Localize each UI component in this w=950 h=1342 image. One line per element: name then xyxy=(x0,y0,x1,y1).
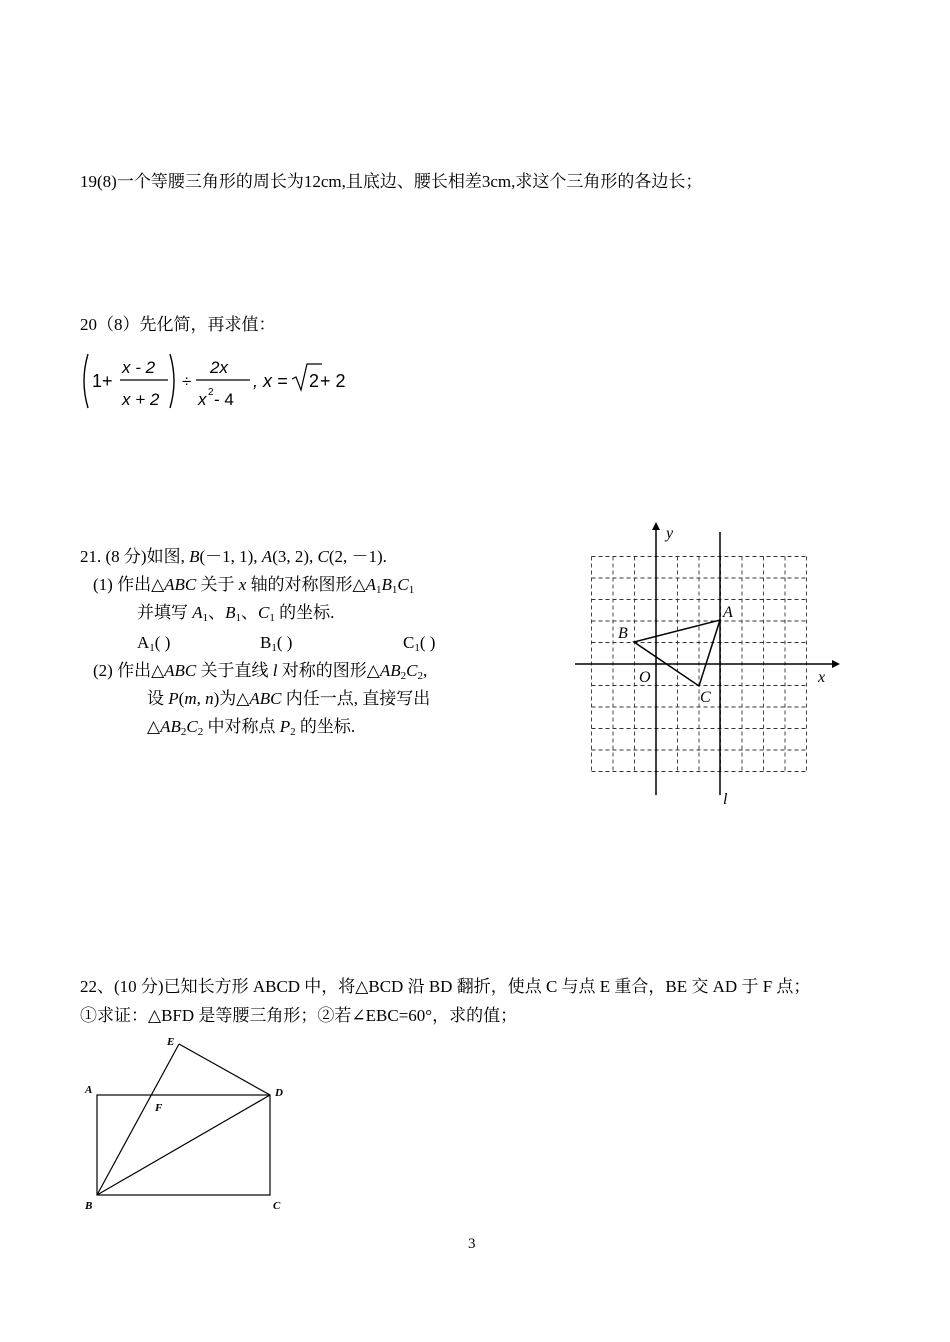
text: △ xyxy=(147,717,161,736)
label-x: x xyxy=(818,669,826,686)
fig-label-C: C xyxy=(273,1200,281,1212)
label-y: y xyxy=(666,525,674,542)
q21-coordinate-figure xyxy=(570,520,840,810)
q22-rectangle-figure xyxy=(80,1032,300,1217)
subscript: 1 xyxy=(376,584,382,596)
subscript: 2 xyxy=(290,726,296,738)
q21-part1-line2 xyxy=(137,601,334,630)
text: 轴的对称图形△ xyxy=(246,575,366,594)
frac2-den-base: x xyxy=(198,390,207,409)
frac1-numerator: x - 2 xyxy=(122,358,156,377)
one-plus: 1+ xyxy=(92,371,113,391)
subscript: 2 xyxy=(197,726,204,738)
question-20-expression xyxy=(80,350,380,412)
text: ) xyxy=(213,689,220,708)
point-C-label: C xyxy=(317,547,329,566)
answer-blank: ( ) xyxy=(154,633,171,652)
subscript: 2 xyxy=(180,726,187,738)
q21-part2-line3 xyxy=(147,715,355,744)
text: AB xyxy=(160,717,181,736)
y-axis-arrow xyxy=(652,522,660,530)
text: 关于 xyxy=(196,575,239,594)
point-A-coord: (3, 2), xyxy=(272,547,318,566)
q21-prefix: 21. (8 分)如图, xyxy=(80,547,190,566)
subscript: 2 xyxy=(400,670,407,682)
text: x xyxy=(238,575,247,594)
point-B-coord: (－1, 1), xyxy=(199,547,262,566)
q21-part1-line1 xyxy=(93,573,414,602)
text: C xyxy=(258,603,270,622)
answer-blank: ( ) xyxy=(276,633,293,652)
text: C xyxy=(397,575,409,594)
fig-label-A: A xyxy=(85,1084,93,1096)
text: A xyxy=(137,633,150,652)
text: ABC xyxy=(164,661,197,680)
division-sign: ÷ xyxy=(182,372,192,391)
text: ( xyxy=(178,689,185,708)
point-A-label: A xyxy=(261,547,273,566)
text: 的坐标. xyxy=(274,603,335,622)
question-19: 19(8)一个等腰三角形的周长为12cm,且底边、腰长相差3cm,求这个三角形的各边长； xyxy=(80,172,703,191)
text: AB xyxy=(379,661,401,680)
text: (2) 作出△ xyxy=(93,661,165,680)
x-axis-arrow xyxy=(832,660,840,668)
text: C xyxy=(406,661,418,680)
text: C xyxy=(403,633,415,652)
subscript: 1 xyxy=(271,642,277,654)
text: m xyxy=(184,689,197,708)
subscript: 1 xyxy=(235,612,242,624)
fig-label-B: B xyxy=(85,1200,93,1212)
q21-part2-line1 xyxy=(93,659,427,688)
text: C xyxy=(186,717,198,736)
text: (1) 作出△ xyxy=(93,575,165,594)
text: ABC xyxy=(249,689,282,708)
segment-BE xyxy=(97,1044,179,1195)
subscript: 1 xyxy=(269,612,275,624)
question-22-line2: ①求证：△BFD 是等腰三角形；②若∠EBC=60°，求的值； xyxy=(80,1006,518,1025)
subscript: 1 xyxy=(202,612,209,624)
point-B-label: B xyxy=(189,547,200,566)
subscript: 2 xyxy=(417,670,423,682)
text: B xyxy=(225,603,236,622)
label-O: O xyxy=(639,669,651,686)
answer-A1 xyxy=(137,631,170,660)
question-20-heading: 20（8）先化简，再求值： xyxy=(80,315,276,334)
text: l xyxy=(272,661,278,680)
text: A xyxy=(365,575,377,594)
text: 对称的图形△ xyxy=(277,661,380,680)
page-number: 3 xyxy=(468,1236,476,1252)
answer-B1 xyxy=(260,631,292,660)
subscript: 1 xyxy=(408,584,415,596)
text: 并填写 xyxy=(137,603,193,622)
subscript: 1 xyxy=(414,642,420,654)
question-21-heading xyxy=(80,545,387,569)
q21-part2-line2 xyxy=(147,687,430,711)
fig-label-F: F xyxy=(155,1102,163,1114)
subscript: 1 xyxy=(149,642,155,654)
point-C-coord: (2, －1). xyxy=(328,547,387,566)
text: 内任一点, 直接写出 xyxy=(281,689,431,708)
text: 中对称点 xyxy=(203,717,280,736)
answer-blank: ( ) xyxy=(419,633,436,652)
label-A: A xyxy=(723,604,733,621)
text: 、 xyxy=(208,603,226,622)
answer-C1 xyxy=(403,631,435,660)
text: 、 xyxy=(241,603,259,622)
text: , xyxy=(422,661,428,680)
text: P xyxy=(279,717,291,736)
text: B xyxy=(260,633,272,652)
label-B: B xyxy=(618,625,628,642)
frac2-den-rest: - 4 xyxy=(214,390,234,409)
segment-ED xyxy=(179,1044,270,1095)
x-equals: , x = xyxy=(253,371,288,391)
text: 的坐标. xyxy=(295,717,356,736)
plus-two: + 2 xyxy=(320,371,346,391)
frac2-numerator: 2x xyxy=(210,358,228,377)
sqrt-argument: 2 xyxy=(309,371,320,391)
text: 关于直线 xyxy=(196,661,273,680)
text: B xyxy=(381,575,392,594)
text: 设 xyxy=(147,689,169,708)
diagonal-BD xyxy=(97,1095,270,1195)
fig-label-E: E xyxy=(167,1036,175,1048)
fig-label-D: D xyxy=(275,1087,283,1099)
text: n xyxy=(205,689,214,708)
subscript: 1 xyxy=(391,584,398,596)
question-22-line1: 22、(10 分)已知长方形 ABCD 中，将△BCD 沿 BD 翻折，使点 C 与点 E 重合，BE 交 AD 于 F 点； xyxy=(80,977,811,996)
label-l: l xyxy=(723,791,728,808)
text: P xyxy=(168,689,179,708)
frac1-denominator: x + 2 xyxy=(122,390,160,409)
text: , xyxy=(196,689,206,708)
frac2-den-exp: 2 xyxy=(208,387,214,398)
text: A xyxy=(192,603,203,622)
label-C: C xyxy=(700,689,711,706)
text: ABC xyxy=(164,575,197,594)
text: 为△ xyxy=(219,689,250,708)
